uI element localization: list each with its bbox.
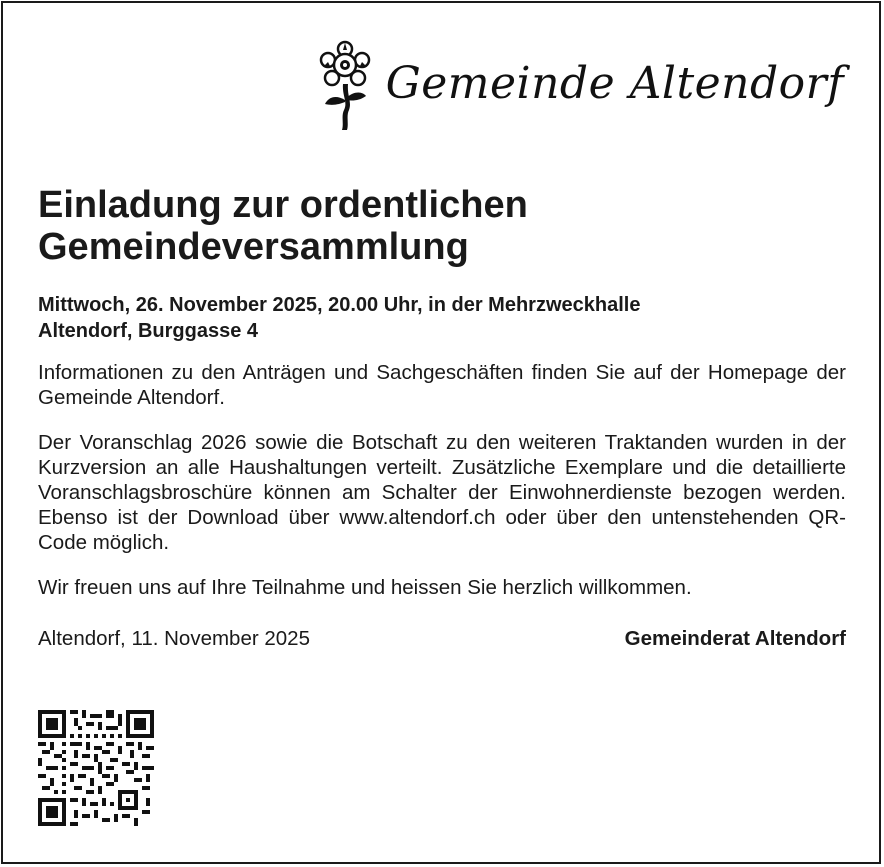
notice-title bbox=[38, 184, 846, 268]
info-paragraph: Informationen zu den Anträgen und Sachgeschäften finden Sie auf der Homepage der Gemeinde Altendorf. bbox=[38, 361, 846, 409]
budget-paragraph: Der Voranschlag 2026 sowie die Botschaft zu den weiteren Traktanden wurden in der Kurzversion an alle Haushaltungen verteilt. Zusätzliche Exemplare und die detaillierte Voranschlagsbroschüre können am Schalter der Einwohnerdienste bezogen werden. Ebenso ist der Download über www.altendorf.ch oder über den untenstehenden QR-Code möglich. bbox=[38, 431, 846, 554]
meeting-details bbox=[38, 292, 846, 344]
signature-row bbox=[38, 626, 846, 651]
place-date: Altendorf, 11. November 2025 bbox=[38, 627, 310, 650]
municipality-logo bbox=[318, 40, 844, 132]
notice-body bbox=[38, 184, 846, 651]
welcome-paragraph: Wir freuen uns auf Ihre Teilnahme und heissen Sie herzlich willkommen. bbox=[38, 576, 692, 599]
qr-code-icon[interactable] bbox=[38, 710, 154, 826]
title-line-2: Gemeindeversammlung bbox=[38, 226, 469, 268]
title-line-1: Einladung zur ordentlichen bbox=[38, 184, 528, 226]
rose-emblem-icon bbox=[318, 40, 372, 132]
meeting-date-time: Mittwoch, 26. November 2025, 20.00 Uhr, in der Mehrzweckhalle bbox=[38, 294, 641, 316]
municipality-name: Gemeinde Altendorf bbox=[385, 57, 844, 109]
signatory: Gemeinderat Altendorf bbox=[624, 627, 846, 650]
meeting-location: Altendorf, Burggasse 4 bbox=[38, 320, 259, 342]
